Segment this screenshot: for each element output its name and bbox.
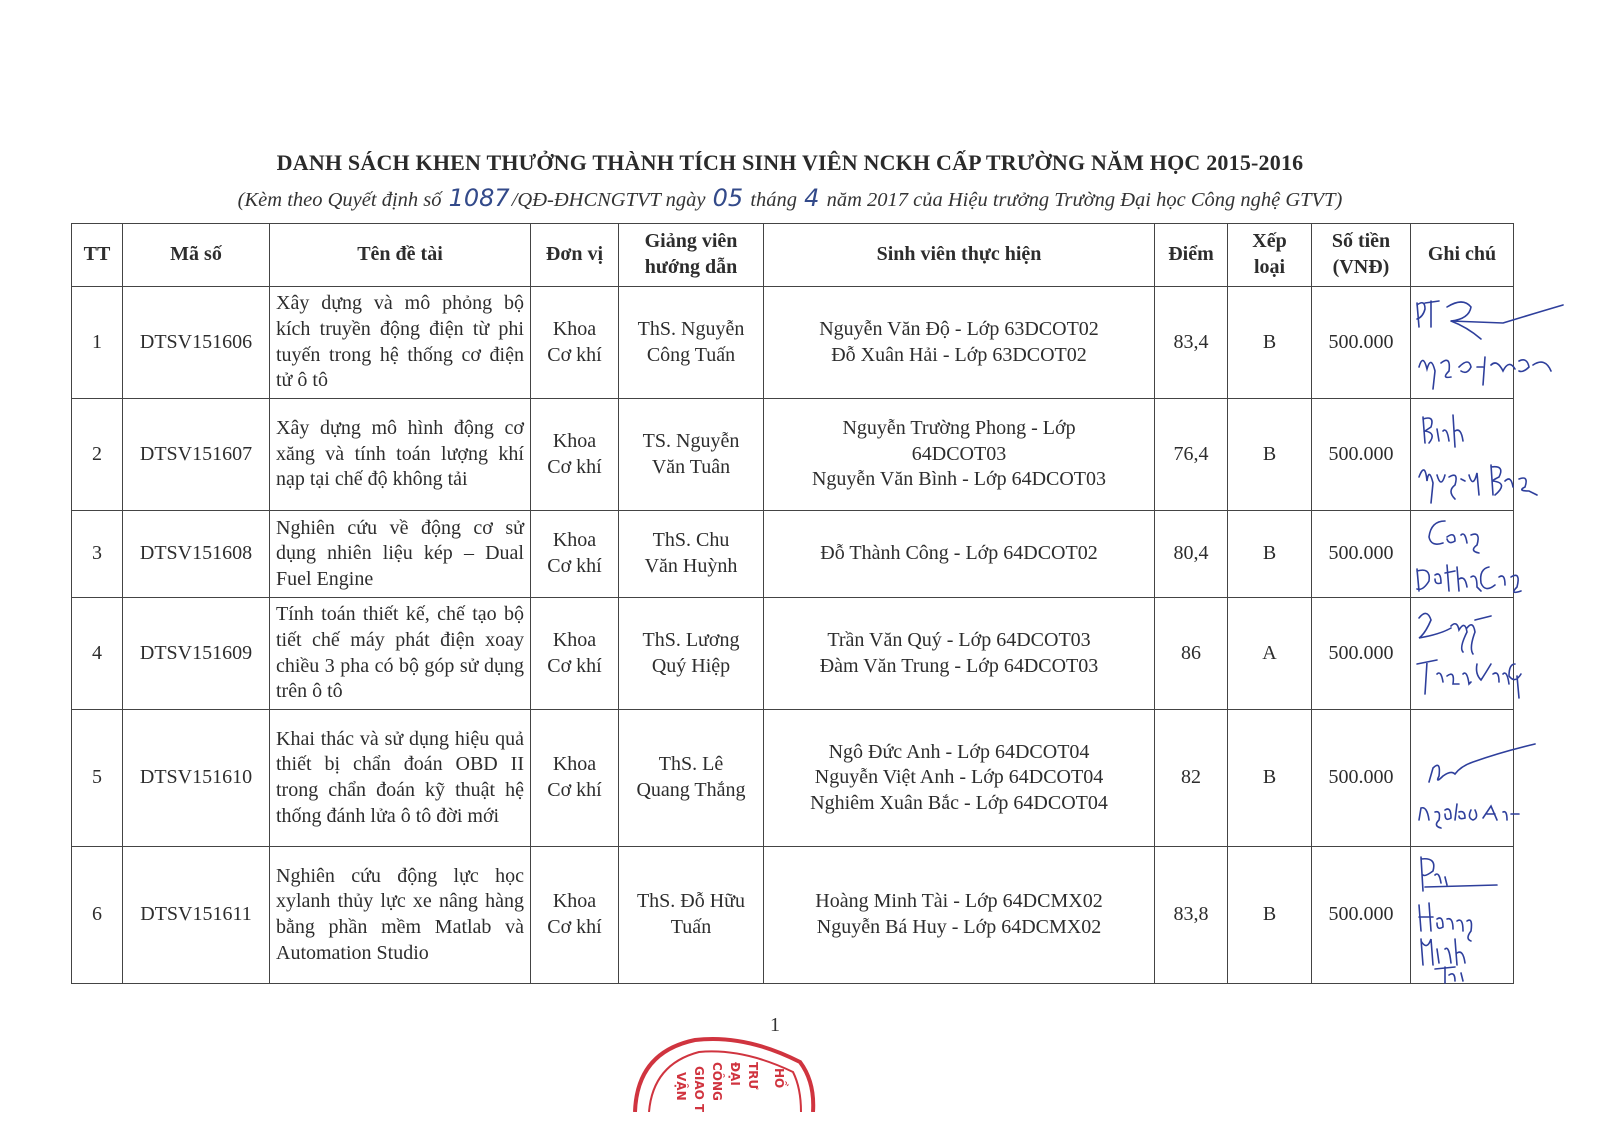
page-number: 1 [770, 1014, 780, 1036]
row-unit [531, 511, 619, 598]
unit-line1: Khoa [552, 429, 597, 452]
row-score: 83,8 [1155, 847, 1228, 984]
row-score: 83,4 [1155, 287, 1228, 399]
student-line: Đỗ Thành Công - Lớp 64DCOT02 [820, 542, 1098, 565]
row-topic: Tính toán thiết kế, chế tạo bộ tiết chế máy phát điện xoay chiều 3 pha có bộ góp sử dụng trên ô tô [270, 598, 531, 710]
row-amount: 500.000 [1312, 399, 1411, 511]
row-unit [531, 847, 619, 984]
row-students [764, 511, 1155, 598]
student-line: Nguyễn Văn Bình - Lớp 64DCOT03 [811, 468, 1107, 491]
table-row [72, 598, 1514, 710]
row-grade: B [1228, 511, 1312, 598]
svg-text:ĐẠI: ĐẠI [728, 1062, 742, 1086]
unit-line2: Cơ khí [547, 779, 602, 801]
advisor-line2: Văn Huỳnh [644, 555, 738, 577]
row-tt: 5 [72, 710, 123, 847]
header-note: Ghi chú [1411, 224, 1514, 287]
unit-line2: Cơ khí [547, 455, 602, 478]
table-row [72, 847, 1514, 984]
svg-text:VẬN: VẬN [674, 1072, 688, 1101]
decision-month: 4 [804, 184, 820, 212]
header-students: Sinh viên thực hiện [764, 224, 1155, 287]
header-grade-line1: Xếp [1252, 230, 1287, 253]
advisor-line2: Tuấn [670, 916, 712, 938]
table-row [72, 287, 1514, 399]
row-code: DTSV151610 [123, 710, 270, 847]
row-signature [1411, 287, 1514, 399]
subtitle-suffix: năm 2017 của Hiệu trưởng Trường Đại học Công nghệ GTVT) [826, 189, 1343, 211]
row-students [764, 710, 1155, 847]
row-students [764, 399, 1155, 511]
advisor-line1: ThS. Nguyễn [637, 317, 745, 340]
row-score: 76,4 [1155, 399, 1228, 511]
advisor-line2: Quý Hiệp [651, 654, 731, 677]
row-advisor [619, 710, 764, 847]
signature-image [1411, 511, 1551, 598]
row-amount: 500.000 [1312, 710, 1411, 847]
header-advisor [619, 224, 764, 287]
row-students [764, 287, 1155, 399]
row-topic: Xây dựng và mô phỏng bộ kích truyền động điện từ phi tuyến trong hệ thống cơ điện tử ô tô [270, 287, 531, 399]
row-tt: 6 [72, 847, 123, 984]
row-code: DTSV151609 [123, 598, 270, 710]
svg-text:HỒ: HỒ [772, 1068, 786, 1089]
student-line: Hoàng Minh Tài - Lớp 64DCMX02 [815, 890, 1103, 913]
header-amount [1312, 224, 1411, 287]
official-stamp-image [615, 1032, 825, 1112]
header-amount-line2: (VNĐ) [1332, 256, 1390, 278]
header-unit: Đơn vị [531, 224, 619, 287]
unit-line2: Cơ khí [547, 343, 602, 366]
advisor-line1: ThS. Lương [642, 628, 740, 651]
student-line: Nguyễn Trường Phong - Lớp [842, 417, 1076, 440]
decision-day: 05 [712, 184, 744, 212]
table-row [72, 399, 1514, 511]
row-topic: Khai thác và sử dụng hiệu quả thiết bị chẩn đoán OBD II trong chẩn đoán kỹ thuật hệ thống đánh lửa ô tô đời mới [270, 710, 531, 847]
row-amount: 500.000 [1312, 287, 1411, 399]
student-line: 64DCOT03 [911, 442, 1007, 465]
row-signature [1411, 598, 1514, 710]
signature-image [1411, 598, 1551, 710]
advisor-line1: ThS. Đỗ Hữu [636, 890, 746, 913]
header-amount-line1: Số tiền [1331, 230, 1391, 253]
advisor-line2: Quang Thắng [636, 779, 746, 801]
decision-number: 1087 [448, 184, 510, 212]
row-tt: 3 [72, 511, 123, 598]
unit-line1: Khoa [552, 628, 597, 651]
advisor-line2: Công Tuấn [646, 343, 736, 366]
svg-text:CÔNG: CÔNG [710, 1062, 724, 1101]
signature-image [1411, 399, 1551, 511]
row-code: DTSV151608 [123, 511, 270, 598]
unit-line1: Khoa [552, 529, 597, 552]
student-line: Nghiêm Xuân Bắc - Lớp 64DCOT04 [810, 791, 1108, 814]
subtitle-mid2: tháng [750, 189, 798, 211]
award-table [71, 223, 1514, 984]
row-tt: 2 [72, 399, 123, 511]
row-signature [1411, 511, 1514, 598]
row-signature [1411, 710, 1514, 847]
header-grade [1228, 224, 1312, 287]
row-code: DTSV151607 [123, 399, 270, 511]
header-row [72, 224, 1514, 287]
row-code: DTSV151611 [123, 847, 270, 984]
header-topic: Tên đề tài [270, 224, 531, 287]
row-topic: Xây dựng mô hình động cơ xăng và tính toán lượng khí nạp tại chế độ không tải [270, 399, 531, 511]
unit-line2: Cơ khí [547, 654, 602, 677]
header-tt: TT [72, 224, 123, 287]
table-row [72, 511, 1514, 598]
row-tt: 4 [72, 598, 123, 710]
signature-image [1411, 847, 1531, 984]
subtitle-prefix: (Kèm theo Quyết định số [237, 189, 442, 211]
advisor-line1: TS. Nguyễn [642, 429, 740, 452]
student-line: Ngô Đức Anh - Lớp 64DCOT04 [828, 740, 1090, 763]
student-line: Nguyễn Văn Độ - Lớp 63DCOT02 [819, 317, 1099, 340]
row-topic: Nghiên cứu về động cơ sử dụng nhiên liệu kép – Dual Fuel Engine [270, 511, 531, 598]
row-grade: B [1228, 710, 1312, 847]
advisor-line2: Văn Tuân [651, 455, 731, 478]
student-line: Nguyễn Bá Huy - Lớp 64DCMX02 [816, 916, 1102, 938]
header-advisor-line2: hướng dẫn [644, 256, 738, 278]
row-tt: 1 [72, 287, 123, 399]
advisor-line1: ThS. Chu [652, 529, 730, 552]
row-advisor [619, 287, 764, 399]
row-unit [531, 710, 619, 847]
signature-image [1411, 287, 1571, 399]
row-topic: Nghiên cứu động lực học xylanh thủy lực xe nâng hàng bằng phần mềm Matlab và Automation Studio [270, 847, 531, 984]
advisor-line1: ThS. Lê [658, 753, 724, 776]
header-score: Điểm [1155, 224, 1228, 287]
student-line: Trần Văn Quý - Lớp 64DCOT03 [827, 628, 1091, 651]
svg-text:TRƯ: TRƯ [746, 1062, 760, 1090]
student-line: Đỗ Xuân Hải - Lớp 63DCOT02 [831, 343, 1087, 366]
document-subtitle [0, 184, 1580, 212]
row-score: 86 [1155, 598, 1228, 710]
row-grade: B [1228, 847, 1312, 984]
row-amount: 500.000 [1312, 847, 1411, 984]
row-students [764, 598, 1155, 710]
row-code: DTSV151606 [123, 287, 270, 399]
unit-line1: Khoa [552, 890, 597, 913]
row-score: 82 [1155, 710, 1228, 847]
row-grade: A [1228, 598, 1312, 710]
document-title: DANH SÁCH KHEN THƯỞNG THÀNH TÍCH SINH VIÊN NCKH CẤP TRƯỜNG NĂM HỌC 2015-2016 [276, 150, 1304, 175]
student-line: Đàm Văn Trung - Lớp 64DCOT03 [819, 654, 1099, 677]
row-amount: 500.000 [1312, 598, 1411, 710]
unit-line1: Khoa [552, 317, 597, 340]
row-signature [1411, 847, 1514, 984]
row-signature [1411, 399, 1514, 511]
row-unit [531, 399, 619, 511]
table-row [72, 710, 1514, 847]
row-advisor [619, 847, 764, 984]
header-advisor-line1: Giảng viên [644, 230, 738, 253]
row-score: 80,4 [1155, 511, 1228, 598]
unit-line2: Cơ khí [547, 555, 602, 577]
row-advisor [619, 598, 764, 710]
row-unit [531, 287, 619, 399]
row-unit [531, 598, 619, 710]
svg-text:GIAO T: GIAO T [692, 1066, 706, 1112]
row-advisor [619, 399, 764, 511]
header-grade-line2: loại [1253, 256, 1286, 278]
student-line: Nguyễn Việt Anh - Lớp 64DCOT04 [814, 766, 1104, 789]
subtitle-mid1: /QĐ-ĐHCNGTVT ngày [511, 189, 706, 211]
row-amount: 500.000 [1312, 511, 1411, 598]
header-code: Mã số [123, 224, 270, 287]
signature-image [1411, 710, 1541, 847]
row-grade: B [1228, 399, 1312, 511]
row-advisor [619, 511, 764, 598]
unit-line1: Khoa [552, 753, 597, 776]
row-students [764, 847, 1155, 984]
unit-line2: Cơ khí [547, 916, 602, 938]
row-grade: B [1228, 287, 1312, 399]
